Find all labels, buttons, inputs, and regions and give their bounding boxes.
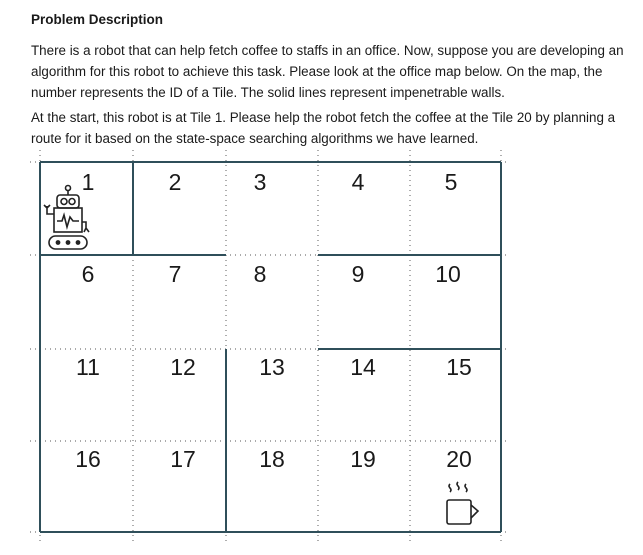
tile-20-label: 20 — [446, 446, 472, 472]
tile-15-label: 15 — [446, 354, 472, 380]
problem-title: Problem Description — [31, 12, 164, 27]
tile-3-label: 3 — [253, 169, 267, 195]
tile-13-label: 13 — [259, 354, 285, 380]
tile-9-label: 9 — [351, 261, 365, 287]
tile-18-label: 18 — [259, 446, 285, 472]
tile-19-label: 19 — [350, 446, 376, 472]
tile-labels — [75, 169, 472, 472]
walls — [40, 162, 501, 532]
tile-11-label: 11 — [76, 354, 100, 380]
coffee-mug-icon — [447, 482, 478, 524]
tile-12-label: 12 — [170, 354, 196, 380]
tile-6-label: 6 — [81, 261, 95, 287]
tile-1-label: 1 — [81, 169, 95, 195]
tile-14-label: 14 — [350, 354, 376, 380]
tile-4-label: 4 — [351, 169, 365, 195]
tile-5-label: 5 — [444, 169, 458, 195]
tile-17-label: 17 — [170, 446, 196, 472]
tile-7-label: 7 — [168, 261, 182, 287]
problem-paragraph-1: There is a robot that can help fetch coffee to staffs in an office. Now, suppose you are developing an algorithm for this robot to achieve this task. Please look at the office map below. On the map, the number represents the ID of a Tile. The solid lines represent impenetrable walls. — [31, 43, 624, 100]
tile-10-label: 10 — [435, 261, 461, 287]
problem-paragraph-2: At the start, this robot is at Tile 1. Please help the robot fetch the coffee at the Tile 20 by planning a route for it based on the state-space searching algorithms we have learned. — [31, 110, 616, 146]
tile-2-label: 2 — [168, 169, 182, 195]
tile-dotted-lines — [30, 150, 510, 545]
robot-icon — [44, 186, 89, 250]
tile-8-label: 8 — [253, 261, 267, 287]
tile-16-label: 16 — [75, 446, 101, 472]
